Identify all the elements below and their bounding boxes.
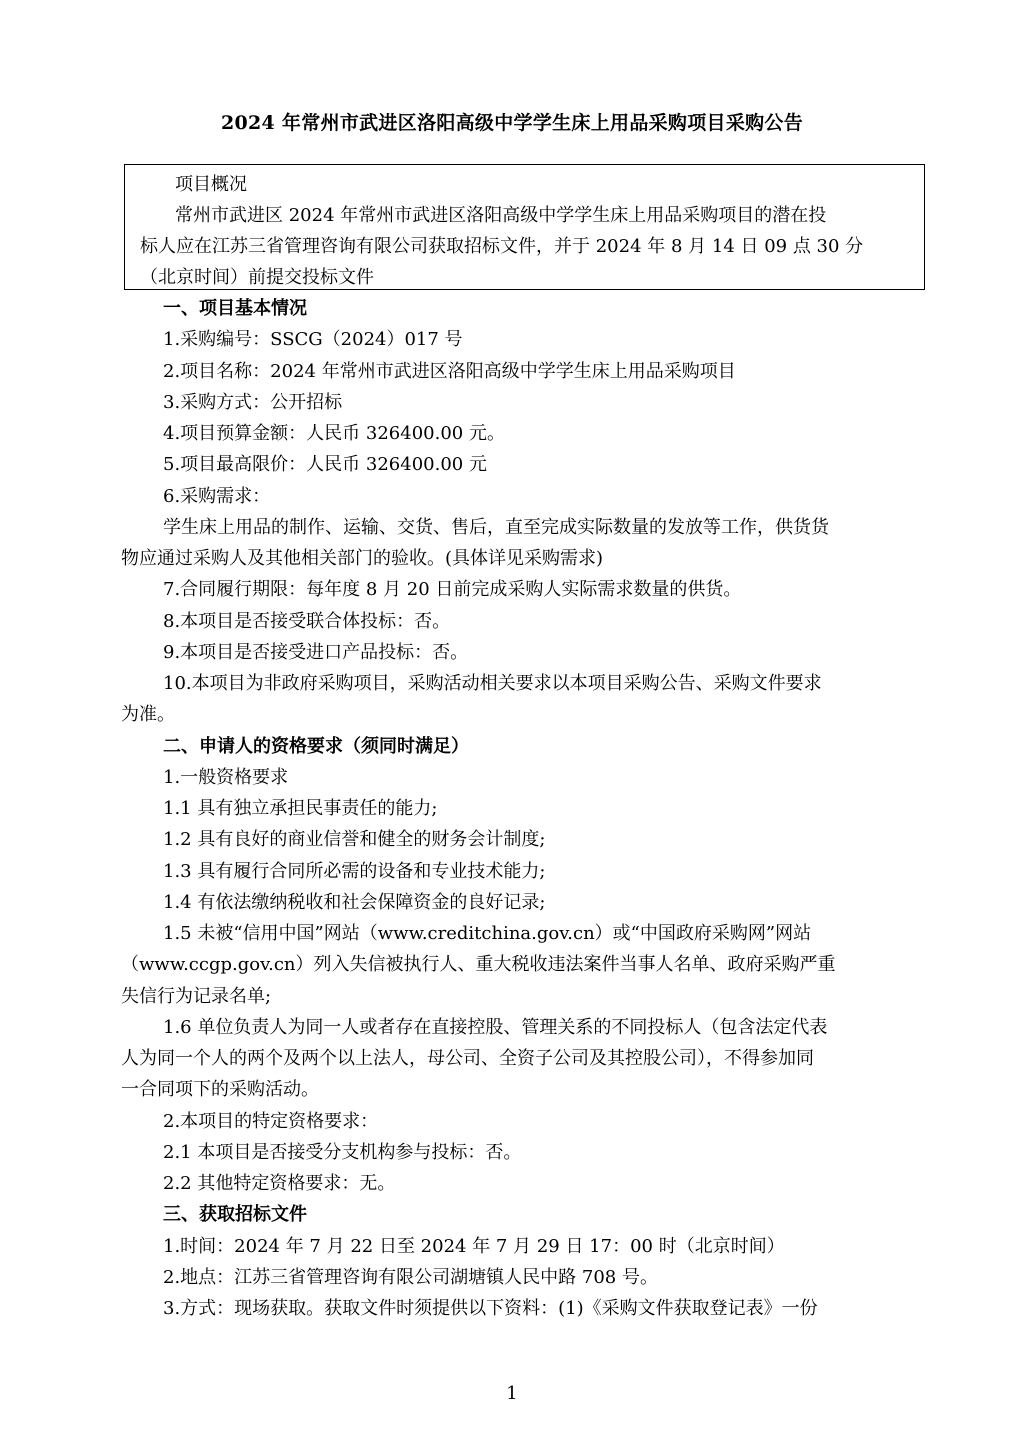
body-line: 8.本项目是否接受联合体投标：否。 [163, 610, 451, 632]
body-line: 失信行为记录名单; [121, 985, 272, 1007]
body-line: 1.4 有依法缴纳税收和社会保障资金的良好记录; [163, 891, 546, 913]
body-line: 1.3 具有履行合同所必需的设备和专业技术能力; [163, 860, 546, 882]
body-line: 1.时间：2024 年 7 月 22 日至 2024 年 7 月 29 日 17：00 时（北京时间） [163, 1235, 785, 1257]
body-line: 2.1 本项目是否接受分支机构参与投标：否。 [163, 1141, 522, 1163]
body-line: 2.项目名称：2024 年常州市武进区洛阳高级中学学生床上用品采购项目 [163, 360, 736, 382]
body-line: 一合同项下的采购活动。 [121, 1079, 319, 1101]
body-line: 2.2 其他特定资格要求：无。 [163, 1173, 396, 1194]
body-line: 1.6 单位负责人为同一人或者存在直接控股、管理关系的不同投标人（包含法定代表 [163, 1016, 828, 1038]
body-line: （www.ccgp.gov.cn）列入失信被执行人、重大税收违法案件当事人名单、政府采购严重 [121, 954, 836, 976]
body-line: 4.项目预算金额：人民币 326400.00 元。 [163, 423, 505, 444]
body-line: 1.采购编号：SSCG（2024）017 号 [163, 329, 463, 351]
body-line: 3.采购方式：公开招标 [163, 391, 343, 413]
body-line: 1.5 未被“信用中国”网站（www.creditchina.gov.cn）或“中国政府采购网”网站 [163, 923, 812, 944]
overview-line: （北京时间）前提交投标文件 [140, 267, 374, 288]
overview-line: 常州市武进区 2024 年常州市武进区洛阳高级中学学生床上用品采购项目的潜在投 [175, 205, 827, 226]
body-line: 5.项目最高限价：人民币 326400.00 元 [163, 454, 487, 476]
page-title: 2024 年常州市武进区洛阳高级中学学生床上用品采购项目采购公告 [220, 112, 804, 134]
section-heading: 三、获取招标文件 [163, 1204, 307, 1226]
body-line: 1.一般资格要求 [163, 766, 289, 788]
page-number: 1 [506, 1383, 518, 1404]
body-line: 6.采购需求： [163, 485, 271, 507]
section-heading: 一、项目基本情况 [163, 298, 307, 319]
body-line: 3.方式：现场获取。获取文件时须提供以下资料：(1)《采购文件获取登记表》一份 [163, 1298, 818, 1319]
body-line: 10.本项目为非政府采购项目，采购活动相关要求以本项目采购公告、采购文件要求 [163, 673, 822, 694]
body-line: 7.合同履行期限：每年度 8 月 20 日前完成采购人实际需求数量的供货。 [163, 579, 742, 601]
body-line: 学生床上用品的制作、运输、交货、售后，直至完成实际数量的发放等工作，供货货 [163, 516, 829, 538]
section-heading: 二、申请人的资格要求（须同时满足） [163, 735, 469, 757]
body-line: 人为同一个人的两个及两个以上法人，母公司、全资子公司及其控股公司），不得参加同 [121, 1048, 814, 1069]
body-line: 物应通过采购人及其他相关部门的验收。(具体详见采购需求) [121, 548, 604, 569]
overview-heading: 项目概况 [175, 174, 247, 195]
body-line: 2.本项目的特定资格要求： [163, 1110, 379, 1132]
body-line: 1.2 具有良好的商业信誉和健全的财务会计制度; [163, 829, 546, 851]
body-line: 2.地点：江苏三省管理咨询有限公司湖塘镇人民中路 708 号。 [163, 1266, 658, 1288]
body-line: 9.本项目是否接受进口产品投标：否。 [163, 641, 469, 663]
overview-line: 标人应在江苏三省管理咨询有限公司获取招标文件，并于 2024 年 8 月 14 日 09 点 30 分 [140, 236, 864, 257]
body-line: 为准。 [121, 704, 175, 726]
body-line: 1.1 具有独立承担民事责任的能力; [163, 798, 438, 819]
